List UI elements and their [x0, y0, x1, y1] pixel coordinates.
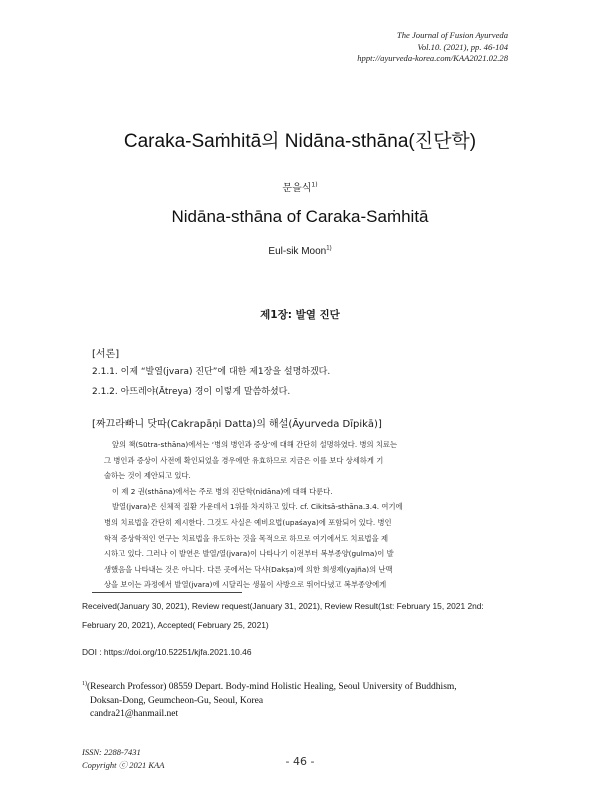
commentary-heading: [짜끄라빠니 닷따(Cakrapāṇi Datta)의 해설(Āyurveda Dīpikā)]	[92, 419, 382, 430]
commentary-line: 술하는 것이 제안되고 있다.	[104, 471, 191, 481]
author-affiliation	[82, 681, 457, 722]
journal-url: hppt://ayurveda-korea.com/KAA2021.02.28	[357, 53, 508, 63]
intro-heading: [서론]	[92, 349, 120, 360]
commentary-line: 이 제 2 권(sthāna)에서는 주로 병의 진단학(nidāna)에 대해 다룬다.	[112, 486, 333, 496]
copyright: Copyright ⓒ 2021 KAA	[82, 759, 165, 770]
footnote-divider	[92, 592, 242, 593]
page-number: - 46 -	[285, 755, 315, 768]
intro-paragraph-2: 2.1.2. 아뜨레야(Ātreya) 경이 이렇게 말씀하셨다.	[92, 387, 291, 397]
affiliation-line-2: Doksan-Dong, Geumcheon-Gu, Seoul, Korea	[90, 695, 264, 706]
affiliation-footnote-mark: 1)	[82, 680, 87, 687]
journal-name: The Journal of Fusion Ayurveda	[396, 30, 508, 40]
received-dates-line-2: February 20, 2021), Accepted( February 25, 2021)	[82, 619, 269, 630]
author-korean	[0, 179, 600, 194]
author-email[interactable]: candra21@hanmail.net	[90, 709, 179, 719]
author-english	[0, 246, 600, 257]
commentary-line: 그 병인과 증상이 사전에 확인되었을 경우에만 유효하므로 지금은 이를 보다 상세하게 기	[104, 455, 384, 465]
intro-paragraph-1: 2.1.1. 이제 “발열(jvara) 진단”에 대한 제1장을 설명하겠다.	[92, 367, 331, 377]
commentary-line: 시하고 있다. 그러나 이 발연은 발열/열(jvara)이 나타나기 이전부터 복부종양(gulma)이 발	[104, 549, 394, 559]
commentary-line: 학적 증상학적인 연구는 치료법을 유도하는 것을 목적으로 하므로 여기에서도 치료법을 제	[104, 533, 388, 543]
doi-link[interactable]: DOI : https://doi.org/10.52251/kjfa.2021.10.46	[82, 647, 252, 657]
author-english-footnote-mark: 1)	[326, 245, 332, 252]
journal-volume: Vol.10. (2021), pp. 46-104	[417, 41, 508, 52]
journal-header	[357, 30, 508, 65]
commentary-line: 앞의 책(Sūtra-sthāna)에서는 ‘병의 병인과 증상’에 대해 간단히 설명하였다. 병의 치료는	[112, 440, 398, 449]
commentary-line: 병의 치료법을 간단히 제시한다. 그것도 사실은 예비요법(upaśaya)에 포함되어 있다. 병인	[104, 517, 392, 527]
commentary-body	[104, 437, 508, 593]
affiliation-text: (Research Professor) 08559 Depart. Body-mind Holistic Healing, Seoul University of Buddhism,	[87, 682, 457, 692]
received-dates	[82, 597, 484, 634]
author-korean-name: 문을식	[282, 183, 312, 194]
paper-title-english: Nidāna-sthāna of Caraka-Saṁhitā	[171, 207, 429, 226]
issn: ISSN: 2288-7431	[82, 747, 141, 757]
commentary-line: 상을 보이는 과정에서 발열(jvara)에 시달리는 생물이 사방으로 뛰어다녔고 복부종양에게	[104, 580, 387, 590]
chapter-heading: 제1장: 발열 진단	[260, 309, 340, 321]
commentary-line: 생했음을 나타내는 것은 아니다. 다른 곳에서는 닥샤(Dakṣa)에 의한 희생제(yajña)의 난맥	[104, 564, 393, 574]
commentary-line: 발열(jvara)은 신체적 질환 가운데서 1위를 차지하고 있다. cf. Cikitsā-sthāna.3.4. 여기에	[112, 502, 403, 512]
paper-title: Caraka-Saṁhitā의 Nidāna-sthāna(진단학)	[123, 131, 477, 152]
received-dates-line-1: Received(January 30, 2021), Review request(January 31, 2021), Review Result(1st: February 15, 2021 2nd:	[82, 601, 484, 611]
affiliation-line-1	[82, 681, 457, 695]
author-english-name: Eul-sik Moon	[268, 246, 327, 257]
author-korean-footnote-mark: 1)	[311, 181, 318, 189]
